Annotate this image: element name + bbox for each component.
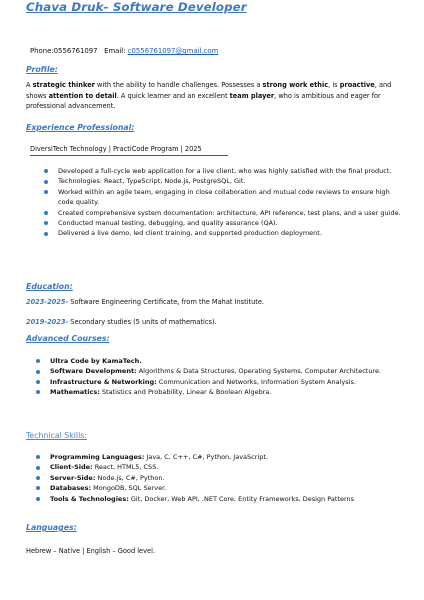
list-item: Conducted manual testing, debugging, and quality assurance (QA). <box>44 218 404 228</box>
resume-title: Chava Druk- Software Developer <box>26 0 247 14</box>
courses-list <box>36 356 396 398</box>
profile-heading: Profile: <box>26 65 58 74</box>
skills-list <box>36 452 396 504</box>
job-title-underline <box>30 155 228 156</box>
contact-line <box>30 47 218 55</box>
experience-heading: Experience Professional: <box>26 123 135 132</box>
bullet-icon <box>36 466 40 470</box>
education-entry: 2019-2023- Secondary studies (5 units of mathematics). <box>26 318 217 326</box>
bullet-icon <box>36 359 40 363</box>
list-item: Delivered a live demo, led client training, and supported production deployment. <box>44 228 404 238</box>
languages-heading: Languages: <box>26 523 77 532</box>
phone-number: 0556761097 <box>53 47 98 55</box>
email-link[interactable]: c0556761097@gmail.com <box>127 47 219 55</box>
list-item: Databases: MongoDB, SQL Server. <box>36 483 396 493</box>
bullet-icon <box>44 190 48 194</box>
bullet-icon <box>36 476 40 480</box>
bullet-icon <box>44 221 48 225</box>
bullet-icon <box>36 380 40 384</box>
skills-heading: Technical Skills: <box>26 431 87 440</box>
languages-text: Hebrew – Native | English – Good level. <box>26 547 155 555</box>
job-title: DiversiTech Technology | PractiCode Program | 2025 <box>30 145 202 153</box>
bullet-icon <box>44 232 48 236</box>
bullet-icon <box>44 169 48 173</box>
list-item: Software Development: Algorithms & Data Structures, Operating Systems, Computer Architecture. <box>36 366 396 376</box>
profile-text: A strategic thinker with the ability to handle challenges. Possesses a strong work ethic, is proactive, and shows attention to detail. A quick learner and an excellent team player, who is ambitious and eager for professional advancement. <box>26 81 392 111</box>
list-item: Mathematics: Statistics and Probability, Linear & Boolean Algebra. <box>36 387 396 397</box>
list-item: Technologies: React, TypeScript, Node.js, PostgreSQL, Git. <box>44 176 404 186</box>
education-heading: Education: <box>26 282 73 291</box>
list-item: Client-Side: React, HTML5, CSS. <box>36 462 396 472</box>
courses-heading: Advanced Courses: <box>26 334 110 343</box>
list-item: Ultra Code by KamaTech. <box>36 356 396 366</box>
list-item: Created comprehensive system documentation: architecture, API reference, test plans, and a user guide. <box>44 208 404 218</box>
experience-list <box>44 166 404 239</box>
bullet-icon <box>44 180 48 184</box>
list-item: Server-Side: Node.js, C#, Python. <box>36 473 396 483</box>
bullet-icon <box>36 486 40 490</box>
bullet-icon <box>36 390 40 394</box>
bullet-icon <box>44 211 48 215</box>
education-entry: 2023-2025- Software Engineering Certificate, from the Mahat Institute. <box>26 298 265 306</box>
list-item: Developed a full-cycle web application for a live client, who was highly satisfied with the final product. <box>44 166 404 176</box>
bullet-icon <box>36 497 40 501</box>
list-item: Infrastructure & Networking: Communication and Networks, Information System Analysis. <box>36 377 396 387</box>
bullet-icon <box>36 455 40 459</box>
list-item: Tools & Technologies: Git, Docker, Web API, .NET Core, Entity Frameworks, Design Patterns <box>36 494 396 504</box>
phone-label: Phone: <box>30 47 54 55</box>
email-label: Email: <box>104 47 126 55</box>
list-item: Programming Languages: Java, C, C++, C#, Python, JavaScript. <box>36 452 396 462</box>
bullet-icon <box>36 370 40 374</box>
list-item: Worked within an agile team, engaging in close collaboration and mutual code reviews to ensure high code quality. <box>44 187 404 208</box>
